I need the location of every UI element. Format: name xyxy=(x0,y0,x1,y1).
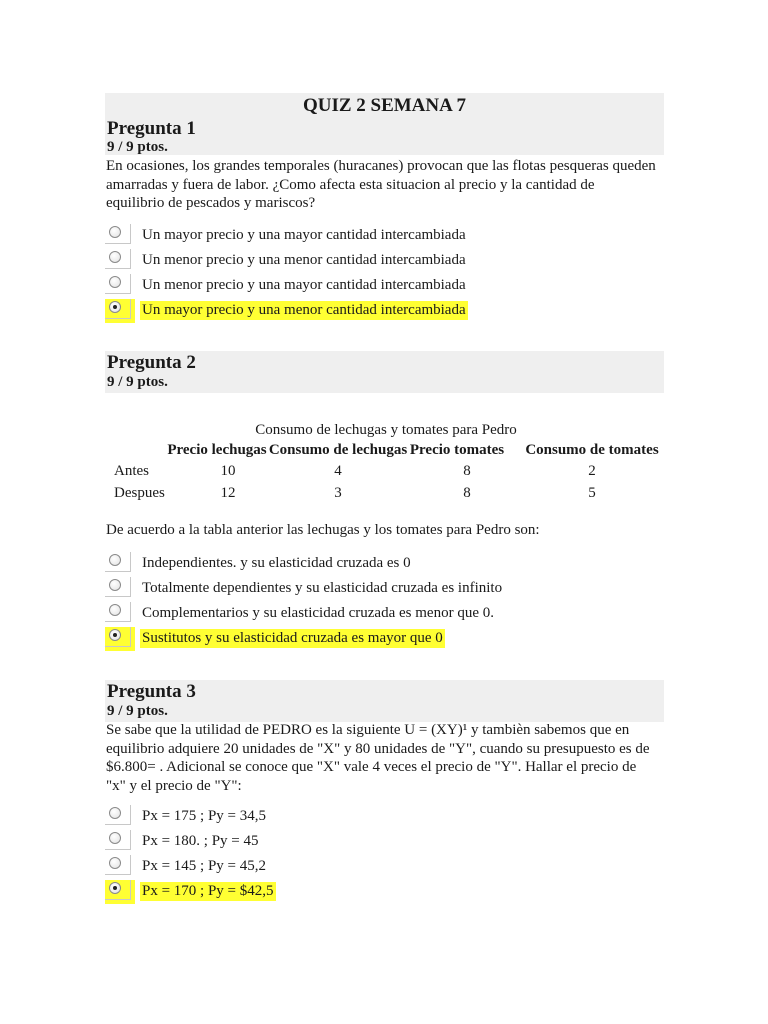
option-label: Px = 170 ; Py = $42,5 xyxy=(142,883,274,899)
option-label: Un mayor precio y una mayor cantidad intercambiada xyxy=(142,227,466,243)
radio-button[interactable] xyxy=(109,579,121,591)
question-3-option-2[interactable] xyxy=(105,830,305,854)
radio-button[interactable] xyxy=(109,276,121,288)
question-1-text xyxy=(106,157,656,213)
radio-button[interactable] xyxy=(109,832,121,844)
table-header-cell: Consumo de lechugas xyxy=(268,442,408,458)
table-cell: 8 xyxy=(463,485,471,501)
radio-button[interactable] xyxy=(109,857,121,869)
question-1-option-1[interactable] xyxy=(105,224,485,248)
question-3-text-line: "x" y el precio de "Y": xyxy=(106,777,242,794)
question-1-option-4-selected[interactable] xyxy=(105,299,485,323)
option-label: Totalmente dependientes y su elasticidad cruzada es infinito xyxy=(142,580,503,596)
radio-button-checked[interactable] xyxy=(109,882,121,894)
table-cell: 8 xyxy=(463,463,471,479)
question-3-text-line: $6.800= . Adicional se conoce que "X" vale 4 veces el precio de "Y". Hallar el precio de xyxy=(106,759,637,775)
table-cell: 3 xyxy=(334,485,342,501)
question-1-title: Pregunta 1 xyxy=(107,118,196,139)
radio-button[interactable] xyxy=(109,251,121,263)
radio-button-checked[interactable] xyxy=(109,629,121,641)
option-label: Sustitutos y su elasticidad cruzada es mayor que 0 xyxy=(142,630,443,646)
question-1-score: 9 / 9 ptos. xyxy=(107,139,168,155)
question-2-score: 9 / 9 ptos. xyxy=(107,374,168,390)
question-1-option-3[interactable] xyxy=(105,274,485,298)
table-cell: 2 xyxy=(588,463,596,479)
option-label: Px = 180. ; Py = 45 xyxy=(142,833,259,849)
option-label: Un menor precio y una mayor cantidad intercambiada xyxy=(142,277,466,293)
question-3-option-1[interactable] xyxy=(105,805,305,829)
table-cell: 12 xyxy=(220,485,236,501)
radio-button[interactable] xyxy=(109,226,121,238)
table-row-label: Antes xyxy=(114,463,149,479)
question-3-text-line: Se sabe que la utilidad de PEDRO es la siguiente U = (XY)¹ y tambièn sabemos que en xyxy=(106,722,630,738)
option-label: Independientes. y su elasticidad cruzada es 0 xyxy=(142,555,411,571)
quiz-title: QUIZ 2 SEMANA 7 xyxy=(302,95,467,116)
question-3-option-4-selected[interactable] xyxy=(105,880,305,904)
table-header-cell: Precio tomates xyxy=(409,442,505,458)
question-3-text xyxy=(106,721,650,795)
question-2-option-1[interactable] xyxy=(105,552,505,576)
question-1-text-line: En ocasiones, los grandes temporales (huracanes) provocan que las flotas pesqueras queden xyxy=(106,158,656,174)
option-label: Un menor precio y una menor cantidad intercambiada xyxy=(142,252,466,268)
radio-button-checked[interactable] xyxy=(109,301,121,313)
question-2-option-2[interactable] xyxy=(105,577,505,601)
option-label: Px = 175 ; Py = 34,5 xyxy=(142,808,267,824)
question-1-text-line: equilibrio de pescados y mariscos? xyxy=(106,195,316,211)
radio-button[interactable] xyxy=(109,604,121,616)
option-label: Un mayor precio y una menor cantidad intercambiada xyxy=(142,302,466,318)
table-cell: 10 xyxy=(220,463,236,479)
table-header-cell: Consumo de tomates xyxy=(525,442,659,458)
question-3-score: 9 / 9 ptos. xyxy=(107,703,168,719)
question-2-title: Pregunta 2 xyxy=(107,352,196,373)
table-header-cell: Precio lechugas xyxy=(167,442,267,458)
question-3-title: Pregunta 3 xyxy=(107,681,196,702)
option-label: Px = 145 ; Py = 45,2 xyxy=(142,858,267,874)
question-3-option-3[interactable] xyxy=(105,855,305,879)
table-cell: 4 xyxy=(334,463,342,479)
radio-button[interactable] xyxy=(109,807,121,819)
question-3-text-line: equilibrio adquiere 20 unidades de "X" y 80 unidades de "Y", cuando su presupuesto es de xyxy=(106,740,650,757)
question-2-option-4-selected[interactable] xyxy=(105,627,505,651)
table-caption: Consumo de lechugas y tomates para Pedro xyxy=(255,422,517,438)
table-cell: 5 xyxy=(588,485,596,501)
question-1-option-2[interactable] xyxy=(105,249,485,273)
radio-button[interactable] xyxy=(109,554,121,566)
question-1-text-line: amarradas y fuera de labor. ¿Como afecta esta situacion al precio y la cantidad de xyxy=(106,176,595,193)
question-2-text: De acuerdo a la tabla anterior las lechugas y los tomates para Pedro son: xyxy=(106,522,540,538)
option-label: Complementarios y su elasticidad cruzada es menor que 0. xyxy=(142,605,494,621)
table-row-label: Despues xyxy=(114,485,165,501)
question-2-option-3[interactable] xyxy=(105,602,505,626)
